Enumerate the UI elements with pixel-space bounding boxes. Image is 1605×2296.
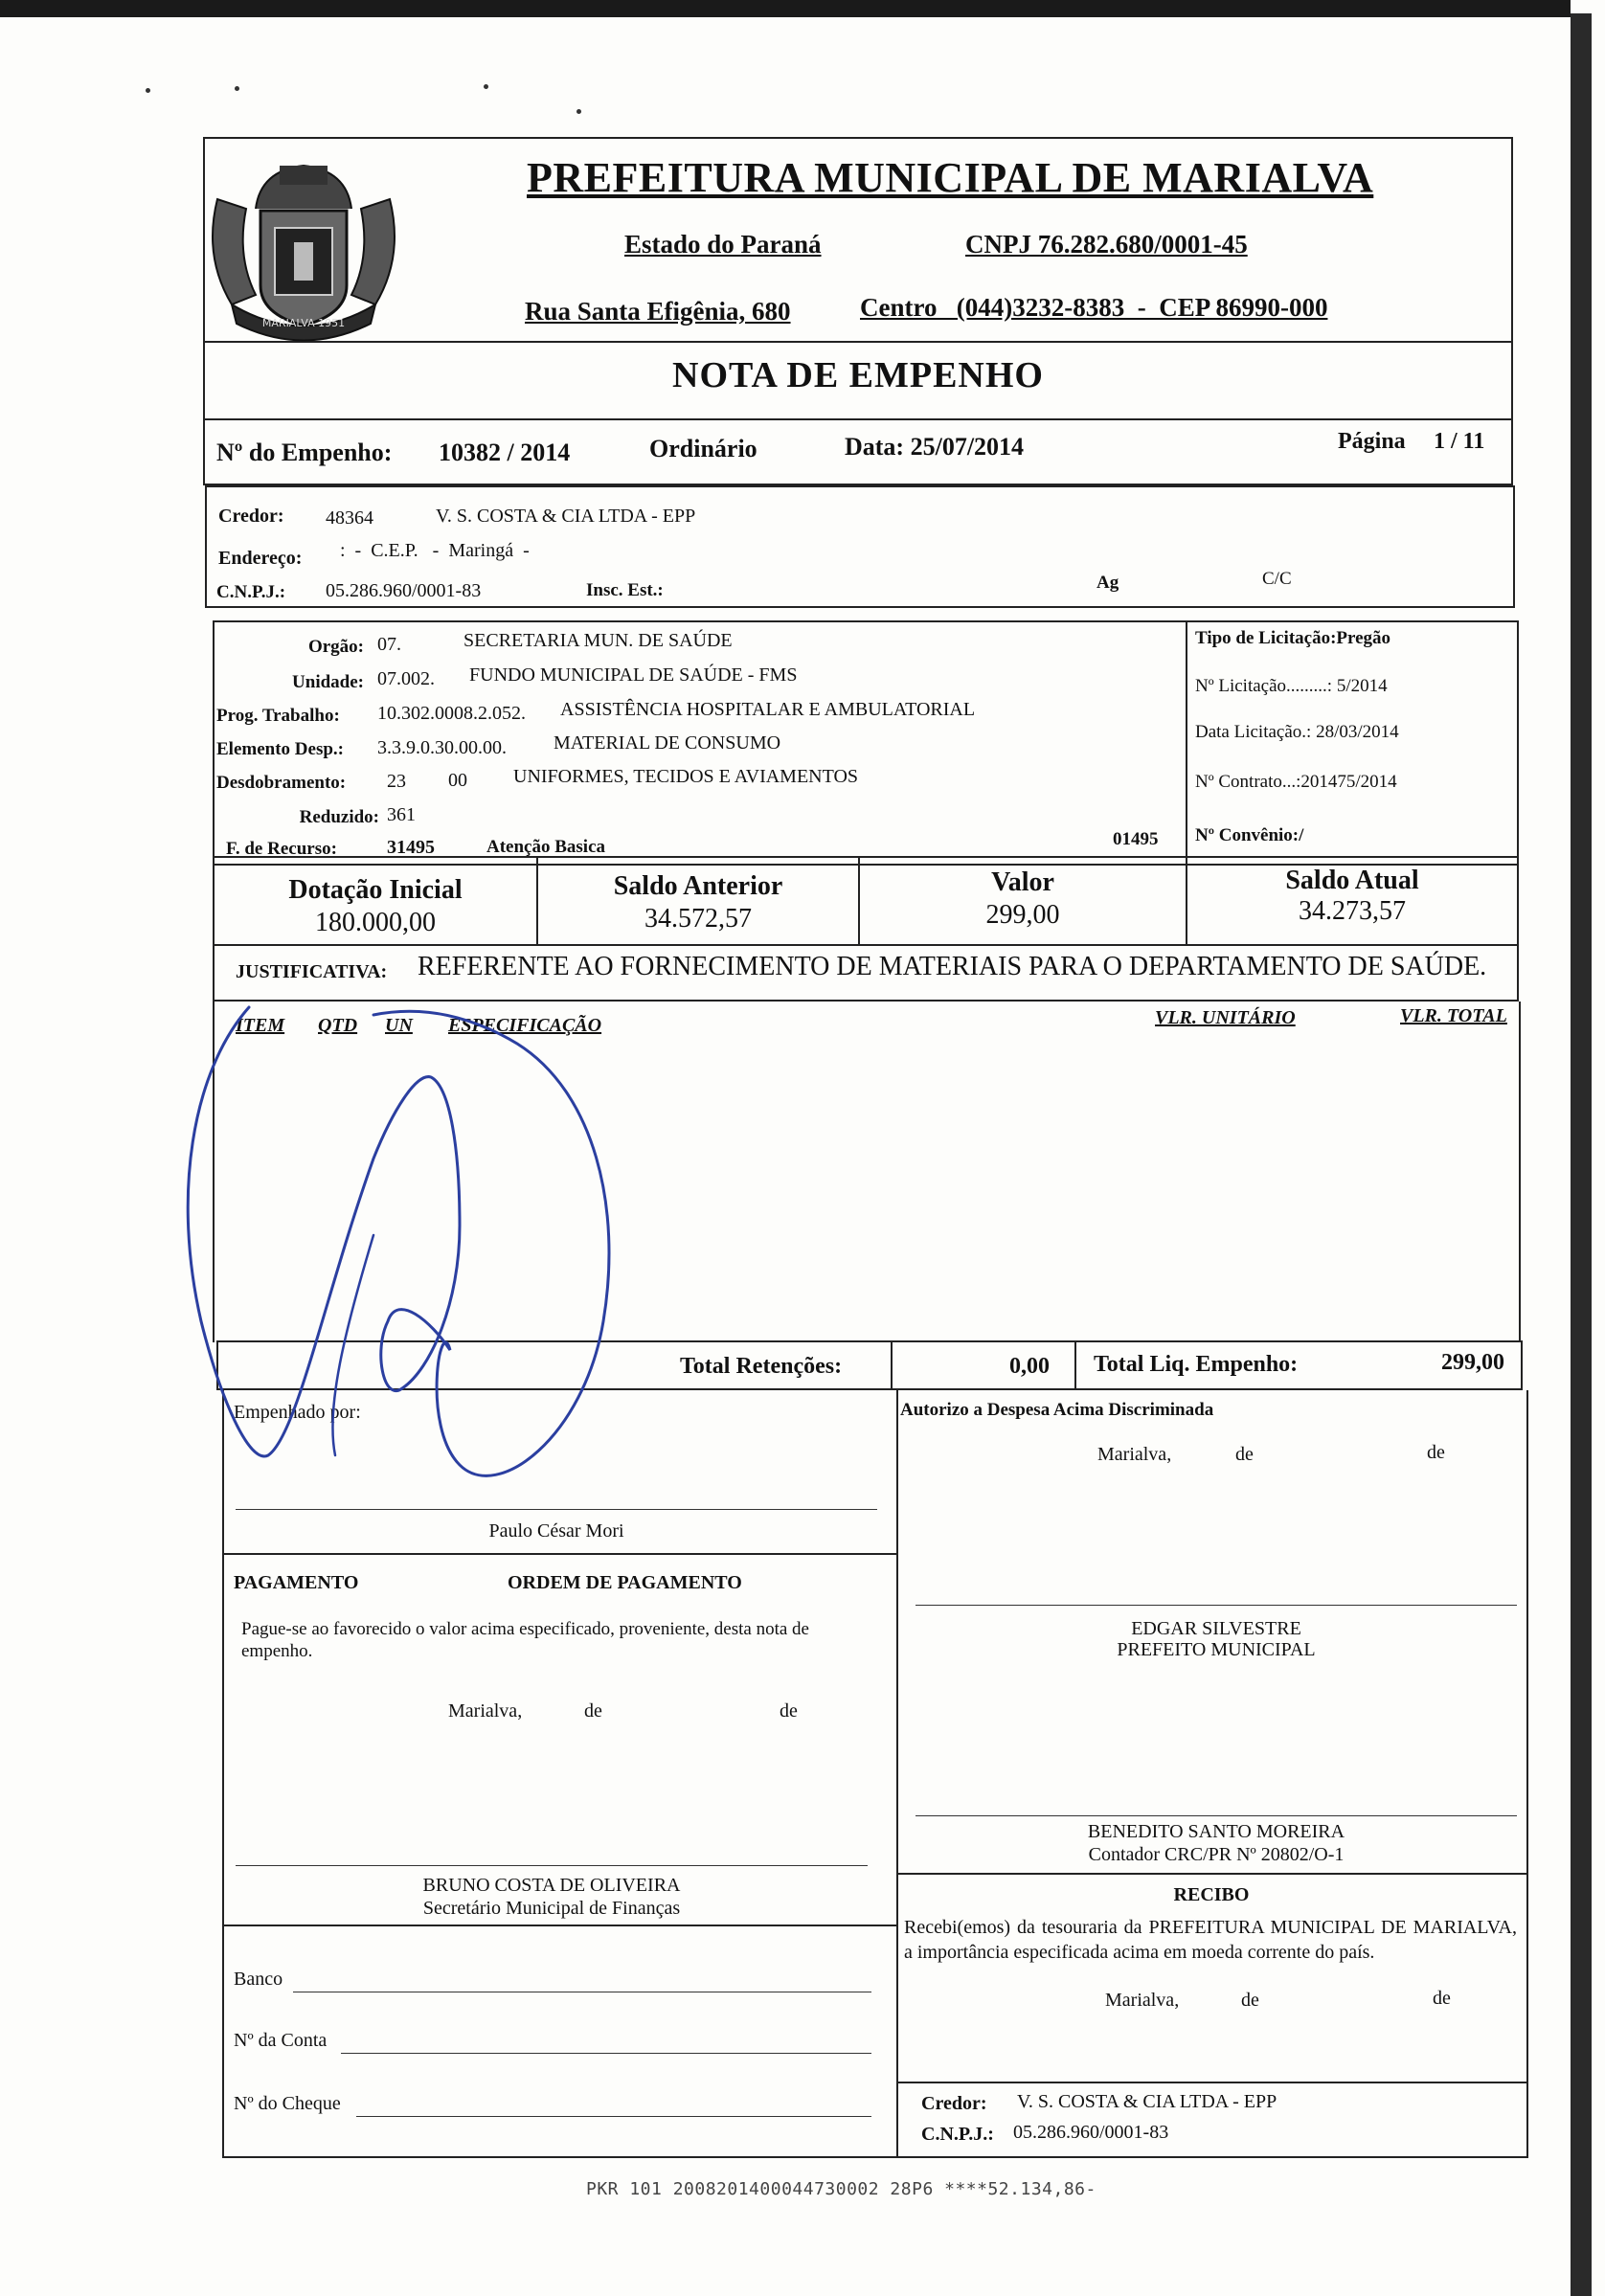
- recibo-text: Recebi(emos) da tesouraria da PREFEITURA MUNICIPAL DE MARIALVA, a importância especificada acima em moeda corrente do país.: [904, 1917, 1517, 1963]
- scan-right-edge: [1571, 13, 1592, 2296]
- recibo-de2: de: [1433, 1988, 1451, 2009]
- liq-empenho-value: 299,00: [1441, 1350, 1504, 1375]
- justificativa-text: REFERENTE AO FORNECIMENTO DE MATERIAIS PARA O DEPARTAMENTO DE SAÚDE.: [418, 952, 1487, 981]
- ordem-pagamento-label: ORDEM DE PAGAMENTO: [508, 1572, 742, 1593]
- empenho-date: Data: 25/07/2014: [845, 433, 1025, 461]
- valor-label: Valor: [991, 867, 1054, 897]
- unidade-code: 07.002.: [377, 668, 435, 689]
- scan-speck: [484, 84, 488, 89]
- reduzido-label: Reduzido:: [299, 807, 379, 827]
- prog-label: Prog. Trabalho:: [216, 706, 340, 726]
- totals-divider: [1074, 1340, 1076, 1390]
- pagamento-de2: de: [780, 1700, 798, 1722]
- recurso-code: 31495: [387, 837, 435, 858]
- cheque-line[interactable]: [356, 2116, 871, 2117]
- item-header: ITEM: [236, 1015, 285, 1036]
- contrato-number: Nº Contrato...:201475/2014: [1195, 772, 1397, 792]
- secretario-signature-line: [236, 1865, 868, 1866]
- empenho-number-label: Nº do Empenho:: [216, 439, 393, 466]
- autorizo-label: Autorizo a Despesa Acima Discriminada: [900, 1400, 1214, 1420]
- orgao-name: SECRETARIA MUN. DE SAÚDE: [463, 630, 733, 651]
- orgao-label: Orgão:: [307, 637, 364, 657]
- reduzido-value: 361: [387, 804, 416, 825]
- saldo-anterior-value: 34.572,57: [644, 904, 752, 934]
- retencoes-value: 0,00: [1009, 1354, 1050, 1379]
- recibo-label: RECIBO: [1173, 1884, 1250, 1905]
- account-label: C/C: [1262, 569, 1292, 589]
- autorizo-de1: de: [1235, 1444, 1254, 1465]
- elemento-label: Elemento Desp.:: [216, 739, 344, 759]
- saldo-atual-value: 34.273,57: [1299, 896, 1406, 926]
- empenhado-signature-line: [236, 1509, 877, 1510]
- scan-speck: [146, 88, 150, 93]
- insc-est-label: Insc. Est.:: [586, 580, 664, 600]
- lower-left-border: [222, 1390, 224, 2156]
- desdobramento-name: UNIFORMES, TECIDOS E AVIAMENTOS: [513, 766, 859, 787]
- pagamento-text: Pague-se ao favorecido o valor acima especificado, proveniente, desta nota de empenho.: [241, 1619, 809, 1661]
- valor-value: 299,00: [985, 900, 1060, 930]
- lower-middle-border: [896, 1390, 898, 2156]
- lower-right-border: [1526, 1390, 1528, 2156]
- empenho-type: Ordinário: [649, 435, 757, 462]
- liq-empenho-label: Total Liq. Empenho:: [1094, 1352, 1299, 1377]
- section-divider: [222, 1925, 896, 1926]
- elemento-name: MATERIAL DE CONSUMO: [554, 732, 781, 754]
- recurso-label: F. de Recurso:: [226, 839, 337, 859]
- crest-ribbon-text: MARIALVA 1951: [261, 317, 346, 329]
- empenhado-label: Empenhado por:: [234, 1402, 361, 1423]
- section-divider: [222, 1553, 896, 1555]
- credor-footer-name: V. S. COSTA & CIA LTDA - EPP: [1017, 2091, 1277, 2112]
- recibo-place: Marialva,: [1105, 1990, 1180, 2011]
- contador-role: Contador CRC/PR Nº 20802/O-1: [1088, 1844, 1345, 1865]
- municipal-crest: [203, 151, 404, 343]
- recurso-alt-code: 01495: [1113, 829, 1159, 849]
- page-label: Página: [1338, 429, 1406, 454]
- document-title: NOTA DE EMPENHO: [672, 355, 1044, 395]
- banco-label: Banco: [234, 1969, 283, 1990]
- credor-footer-label: Credor:: [921, 2093, 987, 2114]
- desdobramento-code: 23: [387, 771, 406, 792]
- section-divider: [896, 2082, 1526, 2083]
- orgao-code: 07.: [377, 634, 401, 655]
- page-number: 1 / 11: [1434, 429, 1485, 454]
- contador-name: BENEDITO SANTO MOREIRA: [1087, 1821, 1345, 1842]
- credor-address: : - C.E.P. - Maringá -: [340, 540, 530, 561]
- municipal-cnpj: CNPJ 76.282.680/0001-45: [965, 230, 1248, 259]
- licitacao-data: Data Licitação.: 28/03/2014: [1195, 722, 1399, 742]
- cheque-label: Nº do Cheque: [234, 2093, 341, 2114]
- cnpj-label: C.N.P.J.:: [216, 582, 286, 602]
- empenhado-signer: Paulo César Mori: [488, 1520, 624, 1542]
- dotacao-inicial-value: 180.000,00: [315, 908, 436, 937]
- autorizo-de2: de: [1427, 1442, 1445, 1463]
- qtd-header: QTD: [318, 1015, 358, 1036]
- pagamento-label: PAGAMENTO: [234, 1572, 359, 1593]
- scan-speck: [576, 109, 581, 114]
- autorizo-place: Marialva,: [1097, 1444, 1172, 1465]
- conta-label: Nº da Conta: [234, 2030, 328, 2051]
- secretario-name: BRUNO COSTA DE OLIVEIRA: [422, 1875, 681, 1896]
- prog-code: 10.302.0008.2.052.: [377, 703, 526, 724]
- address-label: Endereço:: [218, 548, 303, 569]
- bank-authentication-stamp: PKR 101 2008201400044730002 28P6 ****52.134,86-: [586, 2179, 1096, 2199]
- pagamento-de1: de: [584, 1700, 602, 1722]
- scan-speck: [235, 86, 239, 91]
- saldo-atual-label: Saldo Atual: [1285, 866, 1419, 895]
- justificativa-label: JUSTIFICATIVA:: [236, 961, 388, 982]
- elemento-code: 3.3.9.0.30.00.00.: [377, 737, 507, 758]
- credor-name: V. S. COSTA & CIA LTDA - EPP: [436, 506, 696, 527]
- retencoes-label: Total Retenções:: [680, 1354, 843, 1379]
- items-right-border: [1519, 1002, 1521, 1342]
- classification-divider: [1186, 620, 1187, 856]
- address-contact: Centro (044)3232-8383 - CEP 86990-000: [860, 293, 1328, 322]
- credor-footer-cnpj-label: C.N.P.J.:: [921, 2124, 994, 2145]
- street-address: Rua Santa Efigênia, 680: [525, 297, 791, 326]
- totals-divider: [891, 1340, 893, 1390]
- state-name: Estado do Paraná: [624, 230, 822, 259]
- saldo-anterior-label: Saldo Anterior: [613, 871, 783, 901]
- total-value-header: VLR. TOTAL: [1400, 1005, 1507, 1026]
- recurso-name: Atenção Basica: [486, 837, 606, 857]
- credor-label: Credor:: [218, 506, 284, 527]
- credor-footer-cnpj: 05.286.960/0001-83: [1013, 2122, 1169, 2143]
- dotacao-inicial-label: Dotação Inicial: [288, 875, 463, 905]
- secretario-role: Secretário Municipal de Finanças: [422, 1898, 681, 1919]
- unidade-label: Unidade:: [292, 672, 364, 692]
- desdobramento-sub: 00: [448, 770, 467, 791]
- prefeito-signature-line: [916, 1605, 1517, 1606]
- page-title: PREFEITURA MUNICIPAL DE MARIALVA: [527, 154, 1374, 201]
- empenho-number: 10382 / 2014: [439, 439, 571, 466]
- prog-name: ASSISTÊNCIA HOSPITALAR E AMBULATORIAL: [560, 699, 976, 720]
- pagamento-place: Marialva,: [448, 1700, 523, 1722]
- lower-bottom-border: [222, 2156, 1528, 2158]
- spec-header: ESPECIFICAÇÃO: [448, 1015, 602, 1036]
- licitacao-numero: Nº Licitação.........: 5/2014: [1195, 676, 1388, 696]
- prefeito-name: EDGAR SILVESTRE: [1131, 1618, 1301, 1639]
- prefeito-role: PREFEITO MUNICIPAL: [1117, 1639, 1316, 1660]
- credor-cnpj: 05.286.960/0001-83: [326, 580, 482, 601]
- recibo-de1: de: [1241, 1990, 1259, 2011]
- section-divider: [896, 1873, 1526, 1875]
- desdobramento-label: Desdobramento:: [216, 773, 347, 793]
- scan-top-edge: [0, 0, 1571, 17]
- conta-line[interactable]: [341, 2053, 871, 2054]
- licitacao-tipo: Tipo de Licitação:Pregão: [1195, 628, 1391, 648]
- contador-signature-line: [916, 1815, 1517, 1816]
- unidade-name: FUNDO MUNICIPAL DE SAÚDE - FMS: [469, 664, 798, 686]
- convenio-number: Nº Convênio:/: [1195, 825, 1304, 845]
- un-header: UN: [385, 1015, 413, 1036]
- agency-label: Ag: [1096, 573, 1119, 593]
- handwritten-signature: [182, 1005, 632, 1503]
- credor-code: 48364: [326, 507, 373, 529]
- unit-value-header: VLR. UNITÁRIO: [1155, 1007, 1296, 1028]
